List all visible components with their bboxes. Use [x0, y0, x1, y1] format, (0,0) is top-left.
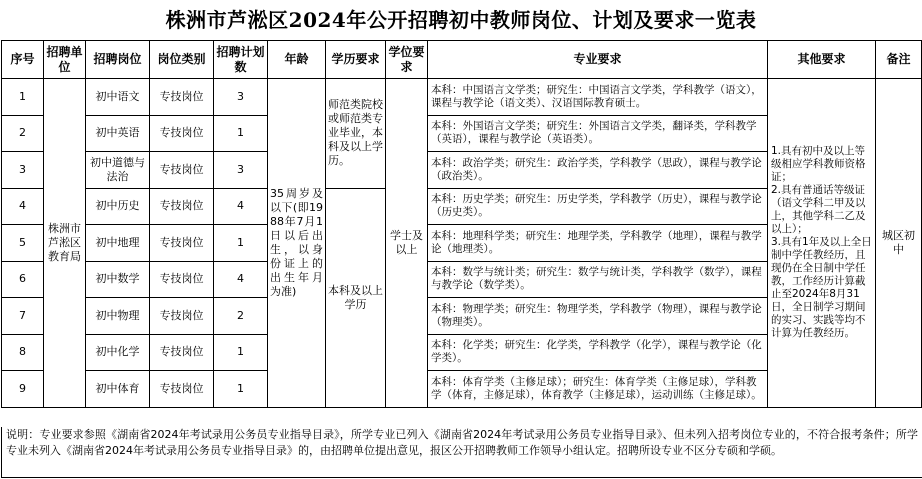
cell-education-2: 本科及以上学历: [326, 188, 386, 407]
cell-major: 本科：化学类；研究生：化学类，学科教学（化学），课程与教学论（化学类）。: [428, 334, 768, 371]
cell-seq: 1: [2, 79, 44, 116]
cell-seq: 3: [2, 152, 44, 189]
footnote: 说明：专业要求参照《湖南省2024年考试录用公务员专业指导目录》，所学专业已列入《湖南省2024年考试录用公务员专业指导目录》、但未列入招考岗位专业的，不符合报考条件；所学专业未列入《湖南省2024年考试录用公务员专业指导目录》的，由招聘单位提出意见，报区公开招聘教师工作领导小组认定。招聘所设专业不区分专硕和学硕。: [1, 427, 922, 478]
cell-category: 专技岗位: [150, 152, 214, 189]
cell-major: 本科：外国语言文学类；研究生：外国语言文学类，翻译类，学科教学（英语），课程与教学论（英语类）。: [428, 115, 768, 152]
table-row: [2, 79, 922, 116]
cell-unit: 株洲市芦淞区教育局: [44, 79, 86, 408]
cell-plan: 2: [214, 298, 268, 335]
cell-major: 本科：政治学类；研究生：政治学类，学科教学（思政），课程与教学论（政治类）。: [428, 152, 768, 189]
header-category: 岗位类别: [150, 41, 214, 79]
cell-post: 初中地理: [86, 225, 150, 262]
cell-degree: 学士及以上: [386, 79, 428, 408]
cell-post: 初中物理: [86, 298, 150, 335]
cell-seq: 4: [2, 188, 44, 225]
cell-category: 专技岗位: [150, 298, 214, 335]
cell-plan: 4: [214, 261, 268, 298]
cell-post: 初中历史: [86, 188, 150, 225]
header-other: 其他要求: [768, 41, 876, 79]
cell-post: 初中英语: [86, 115, 150, 152]
cell-other: 1.具有初中及以上等级相应学科教师资格证； 2.具有普通话等级证（语文学科二甲及以上，其他学科二乙及以上）； 3.具有1年及以上全日制中学任教经历，且现仍在全日制中学任教，工作经历计算截止至2024年8月31日，全日制学习期间的实习、实践等均不计算为任教经历。: [768, 79, 876, 408]
header-education: 学历要求: [326, 41, 386, 79]
cell-major: 本科：地理科学类；研究生：地理学类，学科教学（地理），课程与教学论（地理类）。: [428, 225, 768, 262]
cell-major: 本科：中国语言文学类；研究生：中国语言文学类，学科教学（语文），课程与教学论（语文类）、汉语国际教育硕士。: [428, 79, 768, 116]
recruitment-table: [1, 40, 922, 408]
header-seq: 序号: [2, 41, 44, 79]
cell-category: 专技岗位: [150, 261, 214, 298]
cell-category: 专技岗位: [150, 371, 214, 408]
cell-seq: 2: [2, 115, 44, 152]
cell-major: 本科：历史学类；研究生：历史学类，学科教学（历史），课程与教学论（历史类）。: [428, 188, 768, 225]
header-major: 专业要求: [428, 41, 768, 79]
cell-post: 初中道德与法治: [86, 152, 150, 189]
cell-major: 本科：数学与统计类；研究生：数学与统计类，学科教学（数学），课程与教学论（数学类）。: [428, 261, 768, 298]
cell-post: 初中化学: [86, 334, 150, 371]
cell-category: 专技岗位: [150, 225, 214, 262]
cell-seq: 5: [2, 225, 44, 262]
cell-education-1: 师范类院校或师范类专业毕业，本科及以上学历。: [326, 79, 386, 189]
cell-plan: 1: [214, 371, 268, 408]
cell-plan: 1: [214, 115, 268, 152]
cell-post: 初中语文: [86, 79, 150, 116]
page-title: 株洲市芦淞区2024年公开招聘初中教师岗位、计划及要求一览表: [165, 8, 757, 32]
cell-post: 初中体育: [86, 371, 150, 408]
header-remark: 备注: [876, 41, 922, 79]
cell-plan: 3: [214, 152, 268, 189]
cell-age: 35周岁及以下(即1988年7月1日以后出生，以身份证上的出生年月为准): [268, 79, 326, 408]
cell-category: 专技岗位: [150, 334, 214, 371]
cell-category: 专技岗位: [150, 79, 214, 116]
cell-seq: 8: [2, 334, 44, 371]
cell-plan: 1: [214, 225, 268, 262]
header-post: 招聘岗位: [86, 41, 150, 79]
cell-plan: 4: [214, 188, 268, 225]
cell-plan: 3: [214, 79, 268, 116]
cell-major: 本科：物理学类；研究生：物理学类，学科教学（物理），课程与教学论（物理类）。: [428, 298, 768, 335]
cell-seq: 9: [2, 371, 44, 408]
cell-category: 专技岗位: [150, 115, 214, 152]
cell-major: 本科：体育学类（主修足球）；研究生：体育学类（主修足球），学科教学（体育，主修足球），体育教学（主修足球），运动训练（主修足球）。: [428, 371, 768, 408]
header-plan: 招聘计划数: [214, 41, 268, 79]
cell-seq: 6: [2, 261, 44, 298]
header-degree: 学位要求: [386, 41, 428, 79]
header-unit: 招聘单位: [44, 41, 86, 79]
cell-category: 专技岗位: [150, 188, 214, 225]
cell-plan: 1: [214, 334, 268, 371]
header-age: 年龄: [268, 41, 326, 79]
cell-seq: 7: [2, 298, 44, 335]
cell-post: 初中数学: [86, 261, 150, 298]
cell-remark: 城区初中: [876, 79, 922, 408]
table-header-row: [2, 41, 922, 79]
